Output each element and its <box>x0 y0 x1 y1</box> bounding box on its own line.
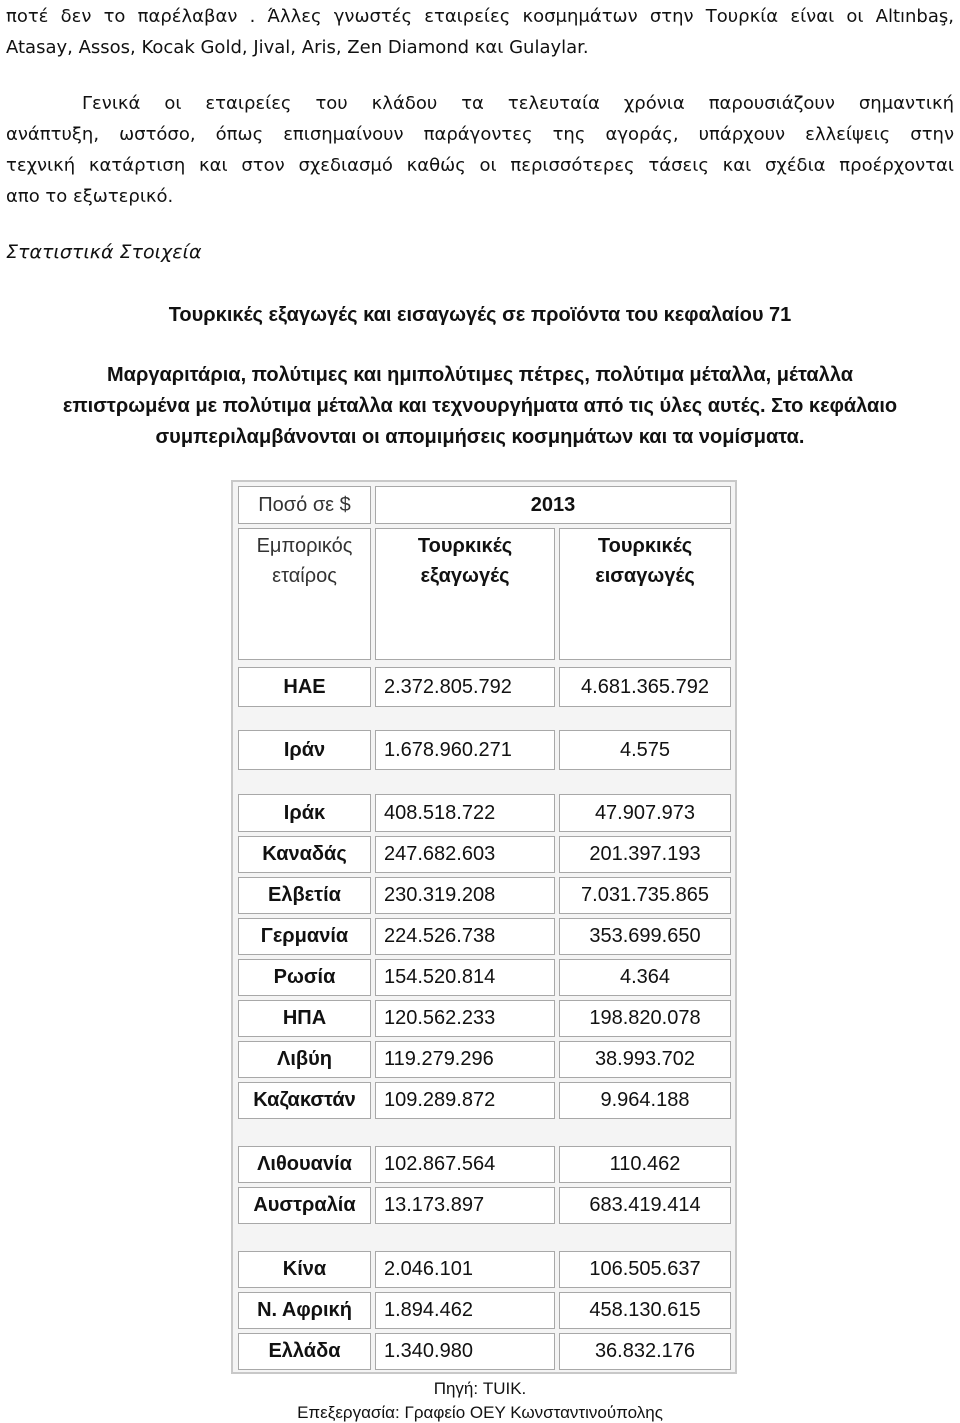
exports-cell: 224.526.738 <box>375 918 555 955</box>
imports-cell: 38.993.702 <box>559 1041 731 1078</box>
industry-paragraph <box>6 88 954 212</box>
exports-header <box>375 528 555 660</box>
description-line: Μαργαριτάρια, πολύτιμες και ημιπολύτιμες πέτρες, πολύτιμα μέταλλα, μέταλλα <box>107 364 853 386</box>
exports-cell: 1.894.462 <box>375 1292 555 1329</box>
imports-cell: 110.462 <box>559 1146 731 1183</box>
imports-cell: 106.505.637 <box>559 1251 731 1288</box>
table-description <box>0 360 960 453</box>
exports-cell: 2.372.805.792 <box>375 667 555 707</box>
country-cell: ΗΑΕ <box>238 667 371 707</box>
exports-cell: 408.518.722 <box>375 794 555 832</box>
imports-cell: 4.364 <box>559 959 731 996</box>
country-cell: Λιβύη <box>238 1041 371 1078</box>
imports-cell: 9.964.188 <box>559 1082 731 1119</box>
exports-cell: 230.319.208 <box>375 877 555 914</box>
exports-cell: 1.678.960.271 <box>375 730 555 770</box>
source-note: Πηγή: TUIK. <box>433 1379 527 1398</box>
exports-cell: 247.682.603 <box>375 836 555 873</box>
imports-cell: 353.699.650 <box>559 918 731 955</box>
intro-paragraph <box>6 1 954 63</box>
imports-cell: 4.681.365.792 <box>559 667 731 707</box>
country-cell: Λιθουανία <box>238 1146 371 1183</box>
exports-cell: 120.562.233 <box>375 1000 555 1037</box>
imports-cell: 458.130.615 <box>559 1292 731 1329</box>
description-line: επιστρωμένα με πολύτιμα μέταλλα και τεχνουργήματα από τις ύλες αυτές. Στο κεφάλαιο <box>62 395 898 417</box>
exports-cell: 1.340.980 <box>375 1333 555 1370</box>
imports-header-line: εισαγωγές <box>595 565 695 587</box>
paragraph-line: ποτέ δεν το παρέλαβαν . Άλλες γνωστές εταιρείες κοσμημάτων στην Τουρκία είναι οι Altınbaş, <box>6 6 954 27</box>
imports-header-line: Τουρκικές <box>597 535 693 557</box>
exports-header-line: Τουρκικές <box>417 535 513 557</box>
country-cell: Ρωσία <box>238 959 371 996</box>
country-cell: Γερμανία <box>238 918 371 955</box>
table-title: Τουρκικές εξαγωγές και εισαγωγές σε προϊόντα του κεφαλαίου 71 <box>168 304 792 326</box>
paragraph-line: ανάπτυξη, ωστόσο, όπως επισημαίνουν παράγοντες της αγοράς, υπάρχουν ελλείψεις στην <box>6 124 954 145</box>
country-cell: Κίνα <box>238 1251 371 1288</box>
exports-cell: 119.279.296 <box>375 1041 555 1078</box>
description-line: συμπεριλαμβάνονται οι απομιμήσεις κοσμημάτων και τα νομίσματα. <box>155 426 805 448</box>
trade-table <box>231 480 737 1374</box>
exports-cell: 2.046.101 <box>375 1251 555 1288</box>
country-cell: Καναδάς <box>238 836 371 873</box>
exports-cell: 102.867.564 <box>375 1146 555 1183</box>
exports-cell: 13.173.897 <box>375 1187 555 1224</box>
imports-cell: 683.419.414 <box>559 1187 731 1224</box>
paragraph-line: απο το εξωτερικό. <box>6 186 174 207</box>
country-cell: ΗΠΑ <box>238 1000 371 1037</box>
country-cell: Ιράκ <box>238 794 371 832</box>
year-cell: 2013 <box>375 486 731 524</box>
exports-cell: 109.289.872 <box>375 1082 555 1119</box>
partner-header-line: εταίρος <box>272 565 337 587</box>
country-cell: Ελλάδα <box>238 1333 371 1370</box>
imports-cell: 198.820.078 <box>559 1000 731 1037</box>
paragraph-line: Atasay, Assos, Kocak Gold, Jival, Aris, Zen Diamond και Gulaylar. <box>6 37 589 58</box>
partner-header <box>238 528 371 660</box>
country-cell: Καζακστάν <box>238 1082 371 1119</box>
imports-cell: 7.031.735.865 <box>559 877 731 914</box>
country-cell: Ελβετία <box>238 877 371 914</box>
amount-label-cell: Ποσό σε $ <box>238 486 371 524</box>
imports-cell: 47.907.973 <box>559 794 731 832</box>
country-cell: Ιράν <box>238 730 371 770</box>
imports-cell: 201.397.193 <box>559 836 731 873</box>
paragraph-line: Γενικά οι εταιρείες του κλάδου τα τελευταία χρόνια παρουσιάζουν σημαντική <box>82 93 954 114</box>
section-heading: Στατιστικά Στοιχεία <box>6 241 202 263</box>
imports-cell: 36.832.176 <box>559 1333 731 1370</box>
processing-note: Επεξεργασία: Γραφείο ΟΕΥ Κωνσταντινούπολης <box>297 1403 663 1422</box>
country-cell: Αυστραλία <box>238 1187 371 1224</box>
exports-cell: 154.520.814 <box>375 959 555 996</box>
imports-header <box>559 528 731 660</box>
exports-header-line: εξαγωγές <box>420 565 510 587</box>
paragraph-line: τεχνική κατάρτιση και στον σχεδιασμό καθώς οι περισσότερες τάσεις και σχέδια προέρχονται <box>6 155 954 176</box>
partner-header-line: Εμπορικός <box>256 535 353 557</box>
country-cell: Ν. Αφρική <box>238 1292 371 1329</box>
imports-cell: 4.575 <box>559 730 731 770</box>
